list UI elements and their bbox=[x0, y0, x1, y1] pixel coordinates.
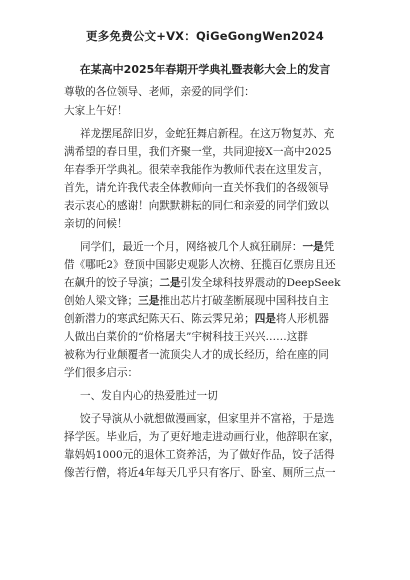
paragraph-line: 满希望的春日里，我们齐聚一堂，共同迎接X一高中2025 bbox=[64, 146, 332, 158]
section-heading: 一、发自内心的热爱胜过一切 bbox=[80, 390, 218, 402]
speech-title: 在某高中2025年春期开学典礼暨表彰大会上的发言 bbox=[79, 63, 331, 76]
paragraph-line: 借《哪吒2》登顶中国影史观影人次榜、狂揽百亿票房且还 bbox=[64, 259, 336, 271]
paragraph-line: 学们很多启示： bbox=[64, 367, 139, 379]
text-run: 推出芯片打破垄断展现中国科技自主 bbox=[159, 295, 329, 307]
text-run: 凭 bbox=[323, 241, 335, 253]
text-run: 引发全球科技界震动的DeepSeek bbox=[180, 277, 341, 289]
paragraph-line bbox=[64, 276, 348, 290]
emphasis-text: 二是 bbox=[159, 277, 181, 289]
salutation: 尊敬的各位领导、老师，亲爱的同学们： bbox=[64, 86, 255, 98]
paragraph-line bbox=[64, 312, 348, 326]
paragraph-line: 年春季开学典礼。很荣幸我能作为教师代表在这里发言， bbox=[64, 164, 329, 176]
paragraph-line: 祥龙摆尾辞旧岁，金蛇狂舞启新程。在这万物复苏、充 bbox=[80, 128, 335, 140]
text-run: 在飙升的饺子导演； bbox=[64, 277, 160, 289]
paragraph-line: 像苦行僧，将近4年每天几乎只有客厅、卧室、厕所三点一 bbox=[64, 467, 336, 479]
text-run: 创始人梁文锋； bbox=[64, 295, 139, 307]
paragraph-line: 被称为行业颠覆者一流顶尖人才的成长经历，给在座的同 bbox=[64, 349, 329, 361]
paragraph-line: 靠妈妈1000元的退休工资养活，为了做好作品，饺子活得 bbox=[64, 449, 335, 461]
text-run: 同学们，最近一个月，网络被几个人疯狂刷屏： bbox=[80, 241, 303, 253]
paragraph-line: 首先，请允许我代表全体教师向一直关怀我们的各级领导 bbox=[64, 182, 329, 194]
text-run: 创新潜力的寒武纪陈天石、陈云霁兄弟； bbox=[64, 313, 255, 325]
greeting: 大家上午好！ bbox=[64, 105, 128, 117]
emphasis-text: 三是 bbox=[138, 295, 160, 307]
emphasis-text: 四是 bbox=[254, 313, 276, 325]
paragraph-line: 表示衷心的感谢！向默默耕耘的同仁和亲爱的同学们致以 bbox=[64, 200, 329, 212]
paragraph-line: 亲切的问候！ bbox=[64, 218, 128, 230]
paragraph-line: 人做出白菜价的“价格屠夫”宇树科技王兴兴……这群 bbox=[64, 331, 308, 343]
text-run: 将人形机器 bbox=[275, 313, 329, 325]
emphasis-text: 一是 bbox=[302, 241, 324, 253]
paragraph-line bbox=[64, 294, 348, 308]
paragraph-line bbox=[80, 240, 348, 254]
header-watermark-text: 更多免费公文+VX：QiGeGongWen2024 bbox=[86, 29, 324, 43]
paragraph-line: 择学医。毕业后，为了更好地走进动画行业，他辞职在家， bbox=[64, 431, 340, 443]
paragraph-line: 饺子导演从小就想做漫画家，但家里并不富裕，于是选 bbox=[80, 413, 335, 425]
